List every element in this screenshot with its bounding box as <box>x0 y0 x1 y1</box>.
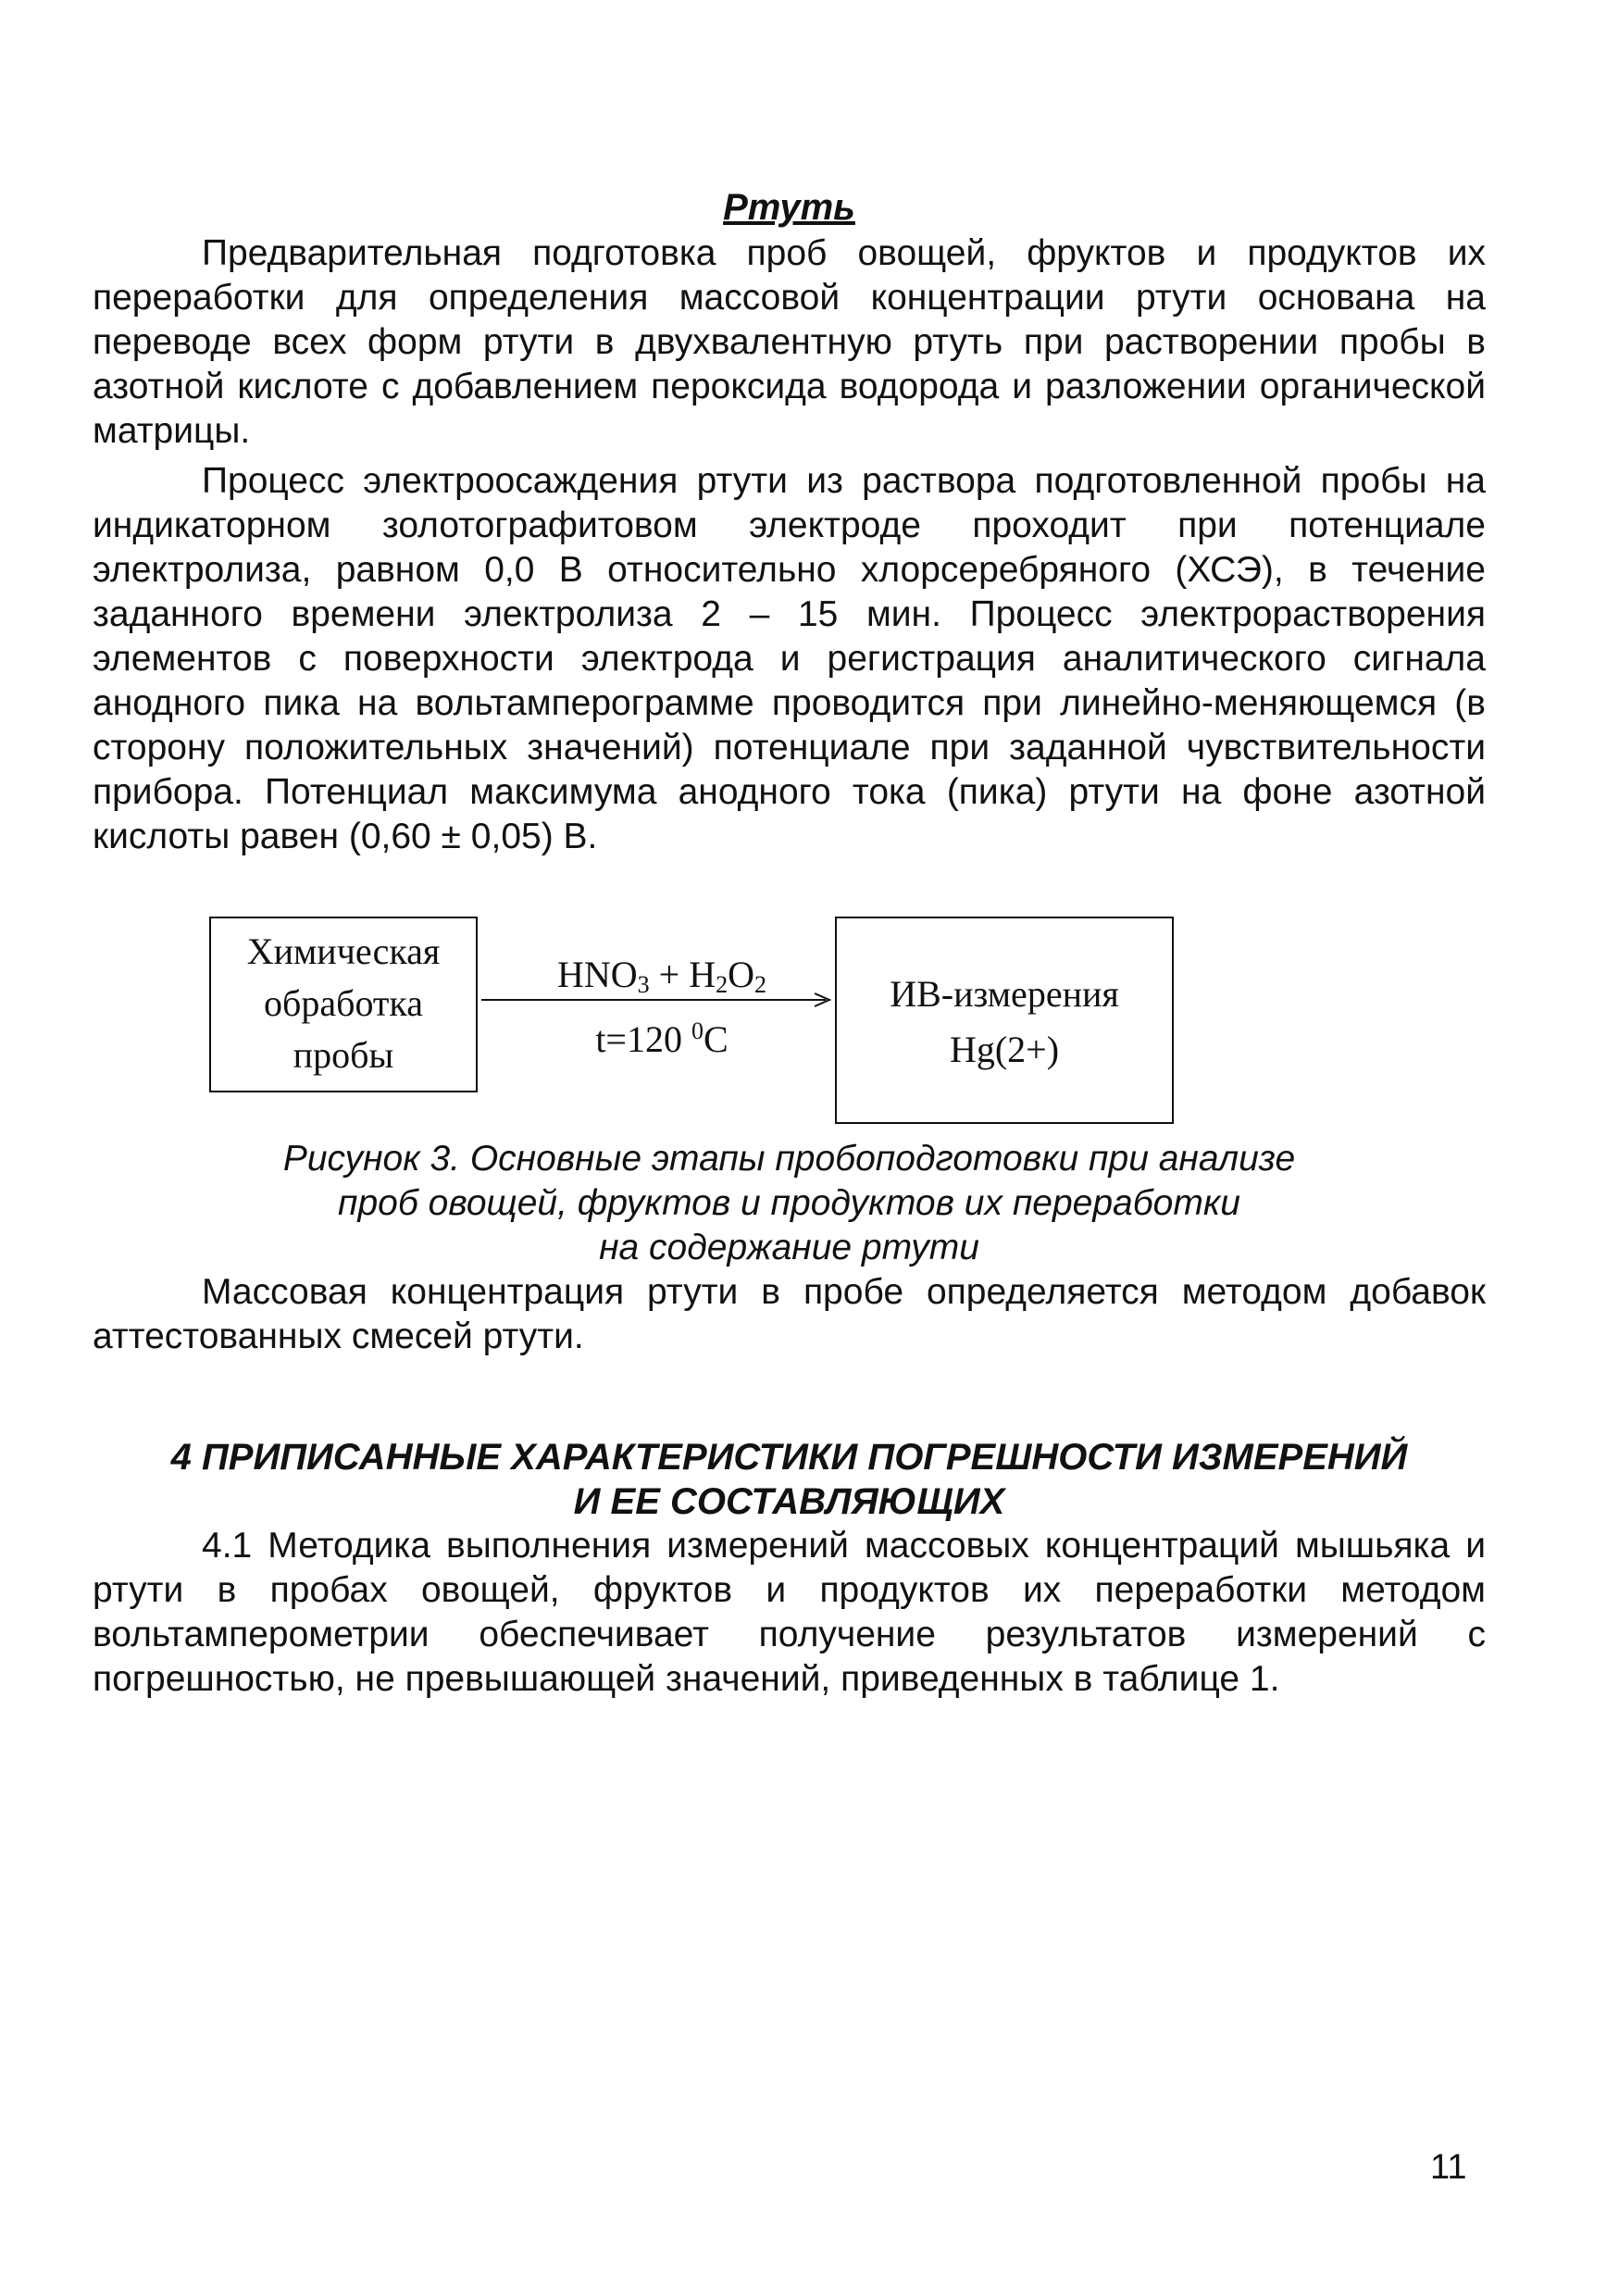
condition-temp: t=120 <box>595 1018 691 1060</box>
reagent-plus-h: + H <box>649 954 716 995</box>
document-page <box>93 185 1486 1702</box>
process-diagram <box>93 917 1486 1128</box>
heading-line-2: И ЕЕ СОСТАВЛЯЮЩИХ <box>573 1481 1005 1522</box>
condition-label <box>491 1018 833 1061</box>
caption-line-2: проб овощей, фруктов и продуктов их переработки <box>338 1183 1240 1223</box>
reagent-sub-2a: 2 <box>716 971 729 998</box>
paragraph-1: Предварительная подготовка проб овощей, фруктов и продуктов их переработки для определения массовой концентрации ртути основана на переводе всех форм ртути в двухвалентную ртуть при растворении пробы в азотной кислоте с добавлением пероксида водорода и разложении органической матрицы. <box>93 233 1486 451</box>
paragraph-4-1: 4.1 Методика выполнения измерений массовых концентраций мышьяка и ртути в пробах овощей, фруктов и продуктов их переработки методом вольтамперометрии обеспечивает получение результатов измерений с погрешностью, не превышающей значений, приведенных в таблице 1. <box>93 1526 1486 1699</box>
right-box-line-2: Hg(2+) <box>949 1029 1060 1070</box>
figure-caption <box>93 1137 1486 1270</box>
page-number: 11 <box>1430 2148 1467 2187</box>
reagent-sub-3: 3 <box>637 971 650 998</box>
paragraph-3: Массовая концентрация ртути в пробе определяется методом добавок аттестованных смесей ртути. <box>93 1272 1486 1356</box>
caption-line-1: Рисунок 3. Основные этапы пробоподготовки при анализе <box>282 1139 1296 1179</box>
reagent-hno: HNO <box>556 954 638 995</box>
condition-degree: 0 <box>691 1017 704 1044</box>
chemical-treatment-box <box>209 917 478 1092</box>
right-box-line-1: ИВ-измерения <box>890 973 1119 1015</box>
section-title: Ртуть <box>723 187 855 228</box>
paragraph-2: Процесс электроосаждения ртути из раствора подготовленной пробы на индикаторном золотографитовом электроде проходит при потенциале электролиза, равном 0,0 В относительно хлорсеребряного (ХСЭ), в течение заданного времени электролиза 2 – 15 мин. Процесс электрорастворения элементов с поверхности электрода и регистрация аналитического сигнала анодного пика на вольтамперограмме проводится при линейно-меняющемся (в сторону положительных значений) потенциале при заданной чувствительности прибора. Потенциал максимума анодного тока (пика) ртути на фоне азотной кислоты равен (0,60 ± 0,05) В. <box>93 461 1486 856</box>
caption-line-3: на содержание ртути <box>599 1228 979 1267</box>
heading-line-1: 4 ПРИПИСАННЫЕ ХАРАКТЕРИСТИКИ ПОГРЕШНОСТИ ИЗМЕРЕНИЙ <box>170 1437 1408 1478</box>
left-box-line-1: Химическая <box>246 930 441 972</box>
left-box-line-2: обработка <box>264 982 423 1024</box>
arrow-right-icon <box>481 991 837 1009</box>
condition-unit: C <box>703 1018 729 1060</box>
left-box-line-3: пробы <box>293 1034 394 1076</box>
measurement-box <box>835 917 1174 1124</box>
section-4-heading <box>93 1435 1486 1524</box>
reagent-o: O <box>728 954 754 995</box>
reagent-sub-2b: 2 <box>754 971 766 998</box>
